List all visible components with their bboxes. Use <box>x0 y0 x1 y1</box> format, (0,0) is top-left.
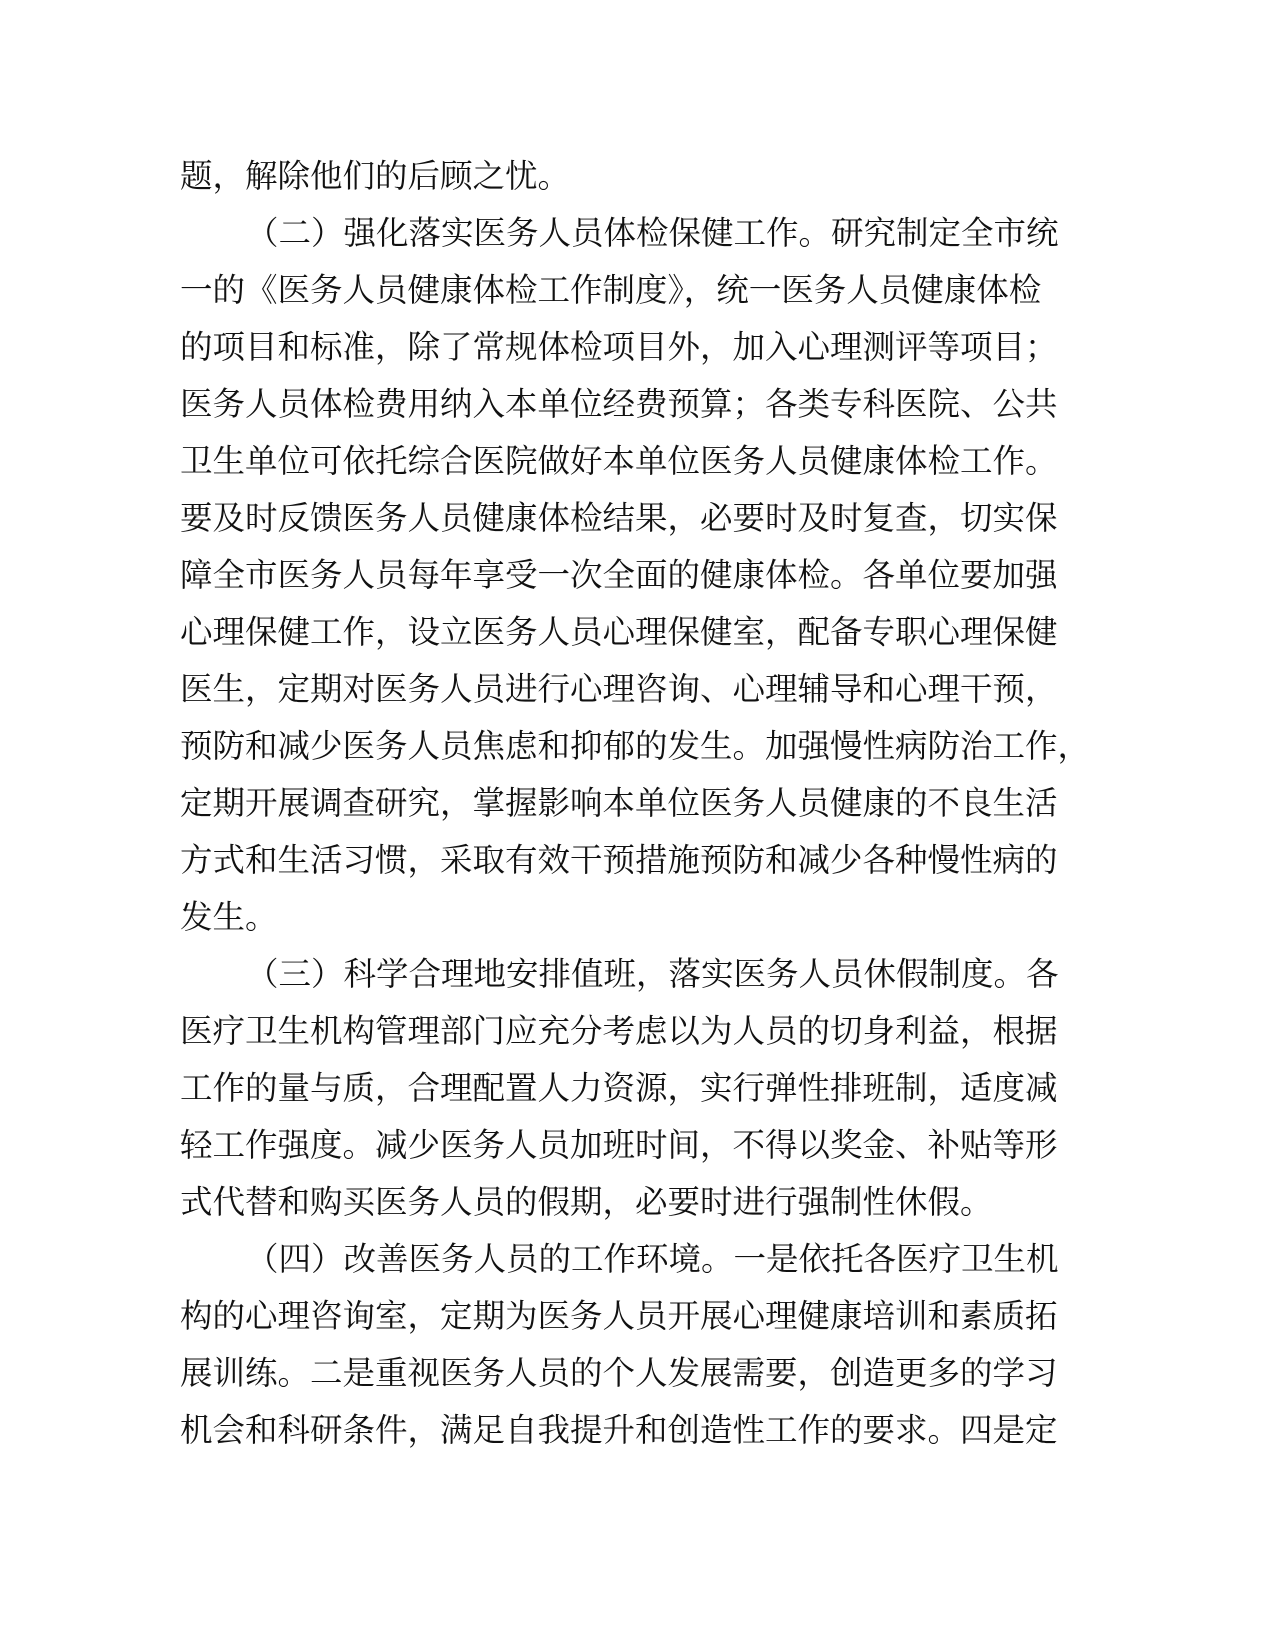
paragraph-line: 心理保健工作，设立医务人员心理保健室，配备专职心理保健 <box>180 613 1058 651</box>
paragraph-line: 发生。 <box>180 898 278 936</box>
paragraph-line: 机会和科研条件，满足自我提升和创造性工作的要求。四是定 <box>180 1411 1058 1449</box>
paragraph-line: 展训练。二是重视医务人员的个人发展需要，创造更多的学习 <box>180 1354 1058 1392</box>
document-body <box>180 148 1091 1459</box>
paragraph-line: 定期开展调查研究，掌握影响本单位医务人员健康的不良生活 <box>180 784 1058 822</box>
paragraph-line: 要及时反馈医务人员健康体检结果，必要时及时复查，切实保 <box>180 499 1058 537</box>
paragraph-line: 医务人员体检费用纳入本单位经费预算；各类专科医院、公共 <box>180 385 1058 423</box>
paragraph-line: 医生，定期对医务人员进行心理咨询、心理辅导和心理干预， <box>180 670 1058 708</box>
paragraph-line: 一的《医务人员健康体检工作制度》，统一医务人员健康体检 <box>180 271 1042 309</box>
paragraph-line: 障全市医务人员每年享受一次全面的健康体检。各单位要加强 <box>180 556 1058 594</box>
section-heading-line: （二）强化落实医务人员体检保健工作。研究制定全市统 <box>246 214 1059 252</box>
section-heading-line: （四）改善医务人员的工作环境。一是依托各医疗卫生机 <box>246 1240 1059 1278</box>
paragraph-line: 工作的量与质，合理配置人力资源，实行弹性排班制，适度减 <box>180 1069 1058 1107</box>
paragraph-line: 医疗卫生机构管理部门应充分考虑以为人员的切身利益，根据 <box>180 1012 1058 1050</box>
paragraph-line: 预防和减少医务人员焦虑和抑郁的发生。加强慢性病防治工作， <box>180 727 1091 765</box>
section-heading-line: （三）科学合理地安排值班，落实医务人员休假制度。各 <box>246 955 1059 993</box>
paragraph-line: 卫生单位可依托综合医院做好本单位医务人员健康体检工作。 <box>180 442 1058 480</box>
paragraph-line: 题，解除他们的后顾之忧。 <box>180 157 571 195</box>
paragraph-line: 式代替和购买医务人员的假期，必要时进行强制性休假。 <box>180 1183 993 1221</box>
paragraph-line: 轻工作强度。减少医务人员加班时间，不得以奖金、补贴等形 <box>180 1126 1058 1164</box>
paragraph-line: 的项目和标准，除了常规体检项目外，加入心理测评等项目； <box>180 328 1058 366</box>
paragraph-line: 方式和生活习惯，采取有效干预措施预防和减少各种慢性病的 <box>180 841 1058 879</box>
paragraph-line: 构的心理咨询室，定期为医务人员开展心理健康培训和素质拓 <box>180 1297 1058 1335</box>
